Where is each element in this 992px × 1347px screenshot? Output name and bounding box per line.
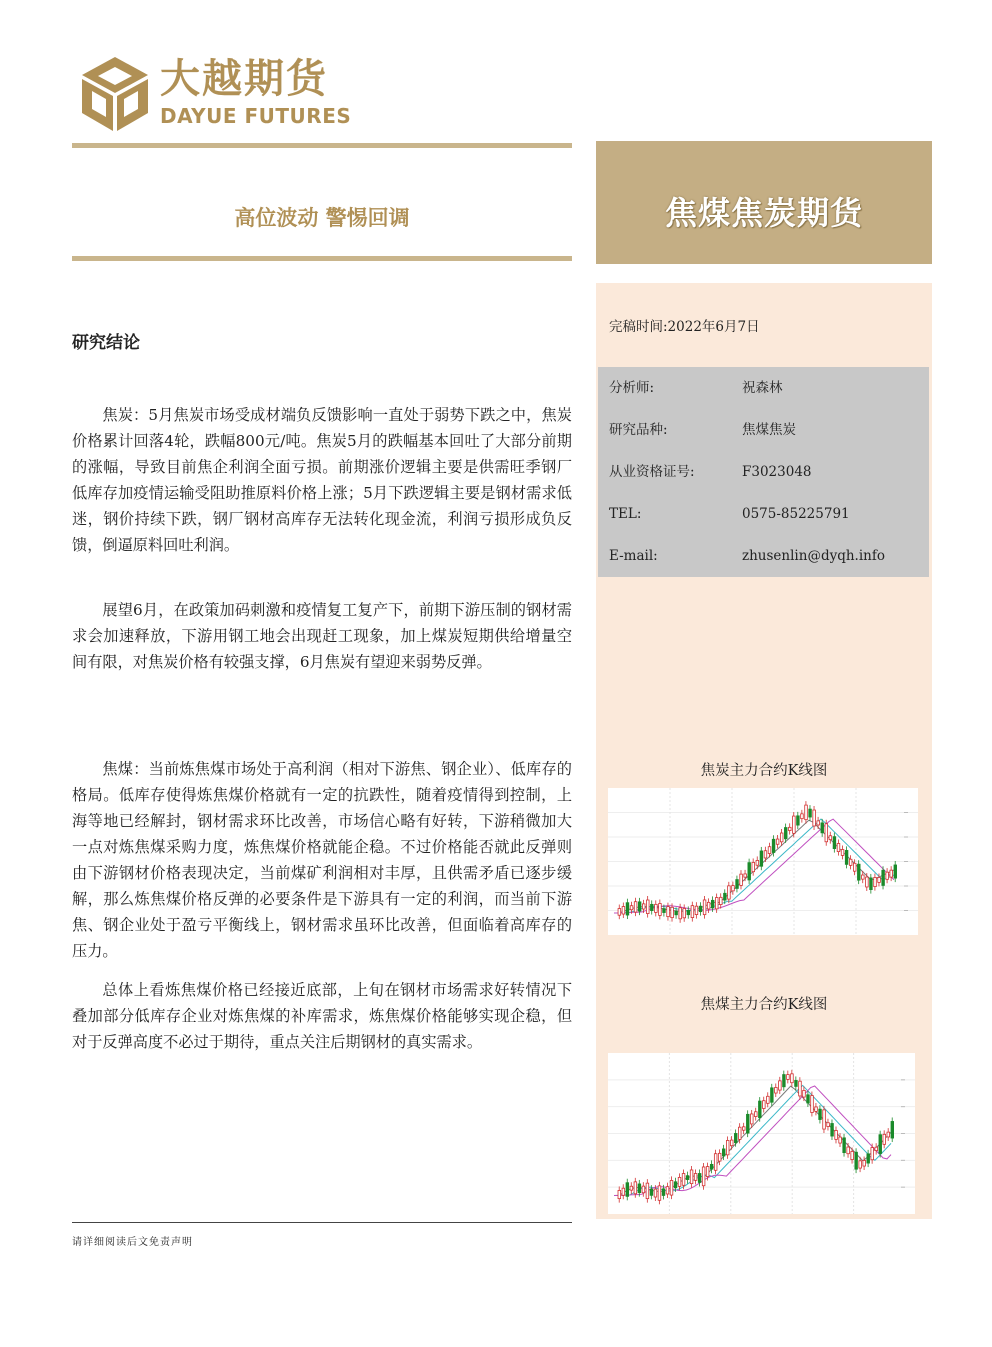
section-heading: 研究结论 [72, 333, 140, 353]
footer-disclaimer: 请详细阅读后文免责声明 [72, 1237, 193, 1248]
info-value: F3023048 [742, 464, 812, 480]
chart2-caption: 焦煤主力合约K线图 [700, 997, 828, 1013]
category-title-box [596, 141, 932, 264]
cube-logo-icon [80, 55, 150, 133]
info-key: 从业资格证号: [609, 464, 695, 480]
coking-coal-kline-chart [608, 1053, 915, 1214]
coke-kline-image [608, 788, 918, 935]
coke-kline-chart [608, 788, 918, 935]
info-key: TEL: [609, 506, 642, 522]
info-key: 研究品种: [609, 422, 668, 438]
info-value: 0575-85225791 [742, 506, 850, 522]
coking-coal-kline-image [608, 1053, 915, 1214]
info-row-license [609, 462, 812, 482]
info-value: 焦煤焦炭 [742, 422, 796, 438]
info-value: 祝森林 [742, 380, 783, 396]
completion-date: 完稿时间:2022年6月7日 [609, 319, 760, 335]
info-key: 分析师: [609, 380, 655, 396]
category-title: 焦煤焦炭期货 [664, 194, 863, 232]
info-row-variety [609, 420, 796, 440]
top-rule [72, 143, 572, 148]
paragraph-coking-coal: 焦煤：当前炼焦煤市场处于高利润（相对下游焦、钢企业）、低库存的格局。低库存使得炼焦煤价格就有一定的抗跌性，随着疫情得到控制，上海等地已经解封，钢材需求环比改善，市场信心略有好转，下游稍微加大一点对炼焦煤采购力度，炼焦煤价格就能企稳。不过价格能否就此反弹则由下游钢材价格表现决定，当前煤矿利润相对丰厚，且供需矛盾已逐步缓解，那么炼焦煤价格反弹的必要条件是下游具有一定的利润，而当前下游焦、钢企业处于盈亏平衡线上，钢材需求虽环比改善，但面临着高库存的压力。 [72, 760, 572, 960]
paragraph-coke-outlook: 展望6月，在政策加码刺激和疫情复工复产下，前期下游压制的钢材需求会加速释放，下游用钢工地会出现赶工现象，加上煤炭短期供给增量空间有限，对焦炭价格有较强支撑，6月焦炭有望迎来弱势反弹。 [72, 601, 572, 671]
subtitle-rule [72, 256, 572, 261]
info-row-email[interactable] [609, 546, 885, 566]
paragraph-summary: 总体上看炼焦煤价格已经接近底部，上旬在钢材市场需求好转情况下叠加部分低库存企业对炼焦煤的补库需求，炼焦煤价格能够实现企稳，但对于反弹高度不必过于期待，重点关注后期钢材的真实需求。 [72, 981, 572, 1051]
chart1-caption: 焦炭主力合约K线图 [700, 763, 828, 779]
info-key: E-mail: [609, 548, 658, 564]
email-link[interactable]: zhusenlin@dyqh.info [742, 548, 885, 564]
footer-rule [72, 1222, 572, 1223]
info-row-analyst [609, 378, 783, 398]
info-row-tel [609, 504, 850, 524]
report-subtitle: 高位波动 警惕回调 [234, 206, 410, 230]
paragraph-coke: 焦炭：5月焦炭市场受成材端负反馈影响一直处于弱势下跌之中，焦炭价格累计回落4轮，跌幅800元/吨。焦炭5月的跌幅基本回吐了大部分前期的涨幅，导致目前焦企利润全面亏损。前期涨价逻辑主要是供需旺季钢厂低库存加疫情运输受阻助推原料价格上涨；5月下跌逻辑主要是钢材需求低迷，钢价持续下跌，钢厂钢材高库存无法转化现金流，利润亏损形成负反馈，倒逼原料回吐利润。 [72, 406, 572, 554]
brand-name-en: DAYUE FUTURES [160, 104, 352, 128]
brand-name-cn: 大越期货 [160, 56, 328, 102]
analyst-info-box [598, 367, 929, 577]
